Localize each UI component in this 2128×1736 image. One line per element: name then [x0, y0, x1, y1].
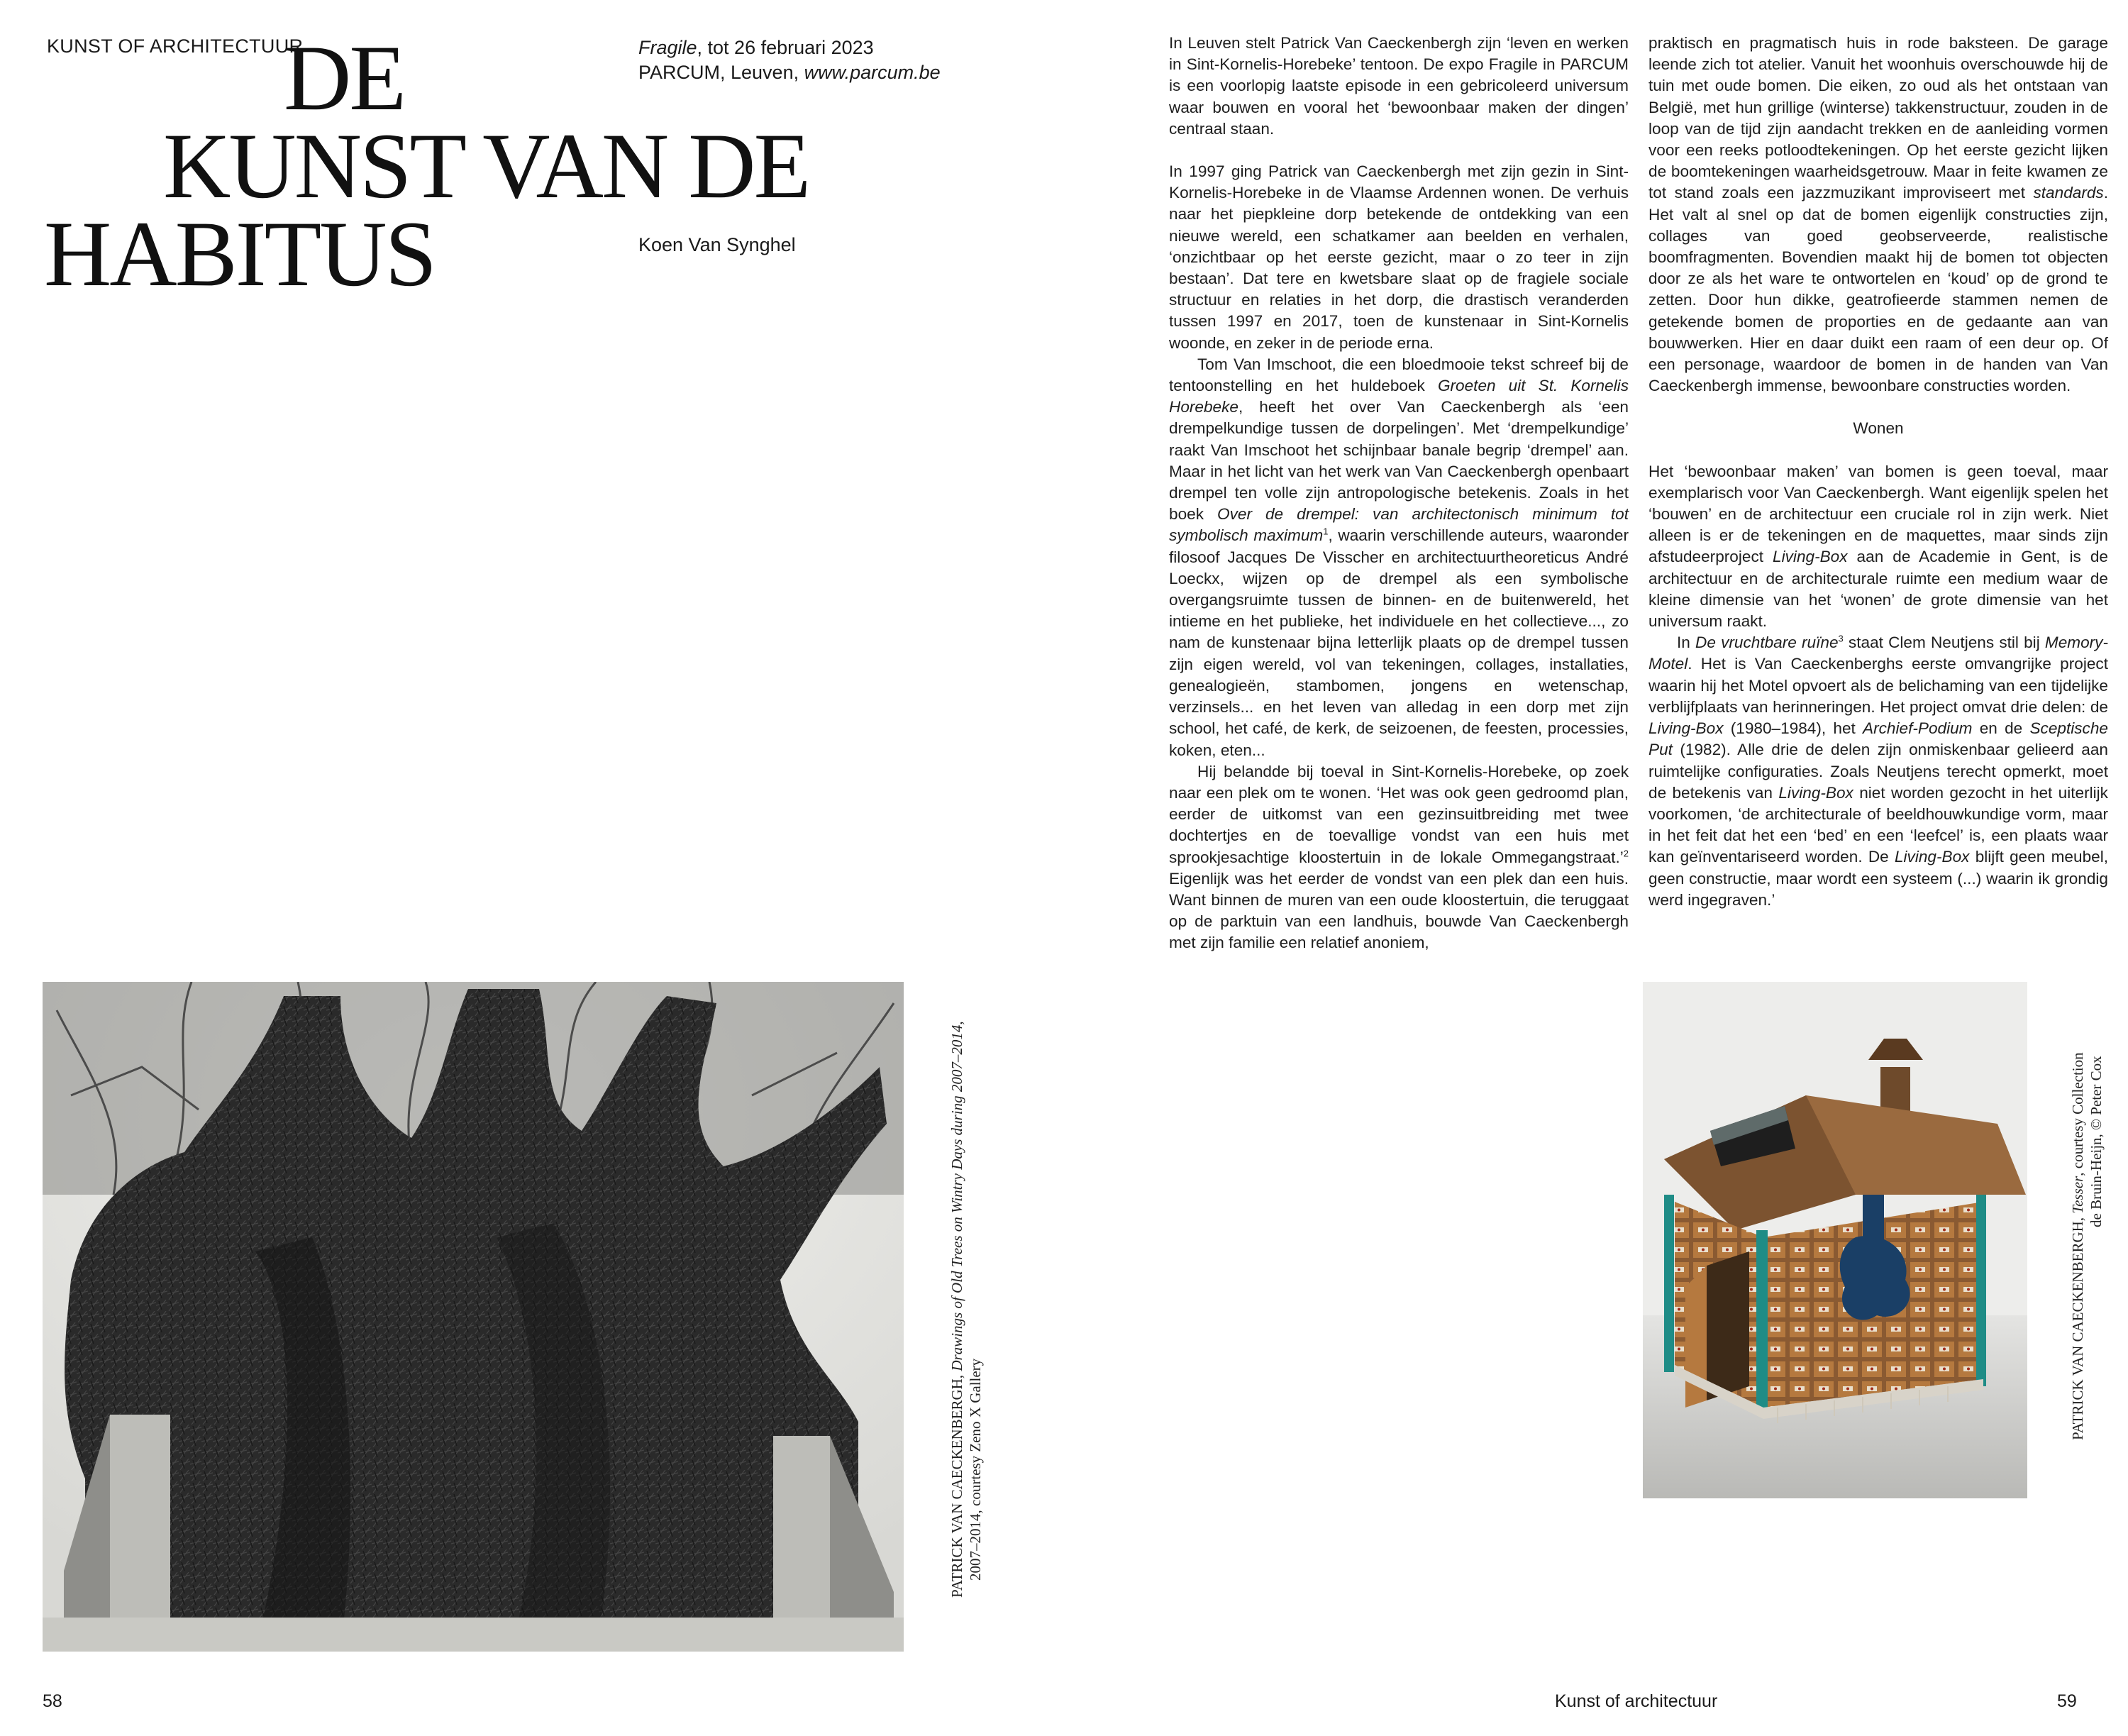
article-column-2 [1648, 33, 2108, 911]
page-number-left: 58 [43, 1691, 62, 1711]
footnote-marker: 3 [1838, 633, 1844, 644]
house-caption-artist: PATRICK VAN CAECKENBERGH, [2069, 1213, 2086, 1440]
paragraph: praktisch en pragmatisch huis in rode baksteen. De garage leende zich tot atelier. Vanuit het woonhuis overschouwde hij de tuin met oude bomen. Die eiken, zo oud als het ontstaan van België, met hun grillige (winterse) takkenstructuur, zouden in de loop van de tijd zijn aandacht trekken en de aanleiding vormen voor een reeks potloodtekeningen. Op het eerste gezicht lijken de boomtekeningen waarheidsgetrouw. Maar in feite kwamen ze tot stand zoals een jazzmuzikant improviseert met standards. Het valt al snel op dat de bomen eigenlijk constructies zijn, collages van goed geobserveerde, realistische boomfragmenten. Bovendien maakt hij de bomen tot objecten door ze als het ware te ontwortelen en ‘koud’ op de grond te zetten. Door hun dikke, geatrofieerde stammen nemen de getekende bomen de proporties en de gedaante aan van bouwwerken. Hier en daar duikt een raam of een deur op. Of een personage, waardoor de bomen in de handen van Van Caeckenbergh immense, bewoonbare constructies worden. [1648, 34, 2108, 395]
exhibition-info [638, 35, 941, 85]
page-number-right: 59 [2057, 1691, 2077, 1711]
title-line-1: DE [284, 26, 404, 130]
paragraph: Het ‘bewoonbaar maken’ van bomen is geen toeval, maar exemplarisch voor Van Caeckenbergh. Want eigenlijk spelen het ‘bouwen’ en de architectuur een cruciale rol in zijn werk. Niet alleen is er de tekeningen en de maquettes, maar sinds zijn afstudeerproject Living-Box aan de Academie in Gent, is de architectuur en de architecturale ruimte een medium waar de kleine dimensie van het ‘wonen’ de grote dimensie van het universum raakt. [1648, 462, 2108, 631]
paragraph: Hij belandde bij toeval in Sint-Kornelis-Horebeke, op zoek naar een plek om te wonen. ‘Het was ook geen gedroomd plan, eerder de uitkomst van een gezinsuitbreiding met twee dochtertjes en de toevallige vondst van een huis met sprookjesachtige kloostertuin in de lokale Ommegangstraat.’$^2$ Eigenlijk was het eerder de vondst van een plek dan een huis. Want binnen de muren van een oude kloostertuin, die teruggaat op de parktuin van een landhuis, bouwde Van Caeckenbergh met zijn familie een relatief anoniem, [1169, 762, 1629, 952]
exhibition-venue: PARCUM, Leuven, [638, 62, 804, 83]
house-caption-credit: de Bruin-Heijn, © Peter Cox [2088, 1056, 2105, 1227]
tree-drawing-illustration [43, 982, 904, 1652]
exhibition-dates: , tot 26 februari 2023 [697, 37, 874, 58]
tree-drawing-image [43, 982, 904, 1652]
house-caption-rest: , courtesy Collection [2069, 1052, 2086, 1176]
running-footer: Kunst of architectuur [1555, 1691, 1718, 1711]
section-label: KUNST OF ARCHITECTUUR [47, 35, 304, 57]
tree-caption-artist: PATRICK VAN CAECKENBERGH, [948, 1371, 965, 1598]
tree-figure-caption [948, 1021, 985, 1598]
house-sculpture-image [1643, 982, 2027, 1498]
footnote-marker: 2 [1623, 847, 1629, 858]
paragraph: Tom Van Imschoot, die een bloedmooie tekst schreef bij de tentoonstelling en het huldeboek Groeten uit St. Kornelis Horebeke, heeft het over Van Caeckenbergh als ‘een drempelkundige tussen de dorpelingen’. Met ‘drempelkundige’ raakt Van Imschoot het schijnbaar banale begrip ‘drempel’ aan. Maar in het licht van het werk van Van Caeckenbergh openbaart drempel ten volle zijn antropologische betekenis. Zoals in het boek Over de drempel: van architectonisch minimum tot symbolisch maximum$^1$, waarin verschillende auteurs, waaronder filosoof Jacques De Visscher en architectuurtheoreticus André Loeckx, wijzen op de drempel als een symbolische overgangsruimte tussen de binnen- en de buitenwereld, het intieme en het publieke, het individuele en het collectieve..., zo nam de kunstenaar bijna letterlijk plaats op de drempel tussen zijn eigen wereld, vol van tekeningen, collages, installaties, genealogieën, stambomen, jongens en wetenschap, verzinsels... en het leven van alledag in een dorp met zijn school, het café, de kerk, de seizoenen, de feesten, processies, koken, eten... [1169, 355, 1629, 759]
tree-caption-credit: 2007–2014, courtesy Zeno X Gallery [967, 1358, 984, 1581]
subheading: Wonen [1853, 419, 1904, 438]
house-figure-caption [2068, 1052, 2105, 1440]
footnote-marker: 1 [1323, 526, 1329, 537]
tree-caption-title: Drawings of Old Trees on Wintry Days during 2007–2014 [948, 1024, 965, 1371]
paragraph: In 1997 ging Patrick van Caeckenbergh met zijn gezin in Sint-Kornelis-Horebeke in de Vlaamse Ardennen wonen. De verhuis naar het piepkleine dorp betekende de ontdekking van een nieuwe wereld, een schatkamer aan beelden en verhalen, ‘onzichtbaar op het eerste gezicht, maar o zo teer in zijn bestaan’. Dat tere en kwetsbare slaat op de fragiele sociale structuur en relaties in het dorp, die drastisch veranderden tussen 1997 en 2017, toen de kunstenaar in Sint-Kornelis woonde, en zeker in de periode erna. [1169, 162, 1629, 352]
article-column-1 [1169, 33, 1629, 954]
title-line-2: KUNST VAN DE [163, 114, 809, 218]
paragraph: In Leuven stelt Patrick Van Caeckenbergh zijn ‘leven en werken in Sint-Kornelis-Horebeke’ tentoon. De expo Fragile in PARCUM is een voorlopig laatste episode in een gebricoleerd universum waar bouwen en vooral het ‘bewoonbaar maken der dingen’ centraal staan. [1169, 34, 1629, 138]
exhibition-url: www.parcum.be [804, 62, 941, 83]
house-sculpture-illustration [1643, 982, 2027, 1498]
house-caption-title: Tesser [2069, 1176, 2086, 1214]
paragraph: In De vruchtbare ruïne$^3$ staat Clem Neutjens stil bij Memory-Motel. Het is Van Caeckenberghs eerste omvangrijke project waarin hij het Motel opvoert als de belichaming van een tijdelijke verblijfplaats van herinneringen. Het project omvat drie delen: de Living-Box (1980–1984), het Archief-Podium en de Sceptische Put (1982). Alle drie de delen zijn onmiskenbaar gelieerd aan ruimtelijke configuraties. Zoals Neutjens terecht opmerkt, moet de betekenis van Living-Box niet worden gezocht in het uiterlijk voorkomen, ‘de architecturale of beeldhouwkundige vorm, maar in het feit dat het een ‘bed’ en een ‘leefcel’ is, een plaats waar kan geïnventariseerd worden. De Living-Box blijft geen meubel, geen constructie, maar wordt een systeem (...) waarin ik grondig werd ingegraven.’ [1648, 633, 2109, 909]
tree-caption-rest: , [948, 1021, 965, 1025]
author-byline: Koen Van Synghel [638, 234, 796, 255]
title-line-3: HABITUS [44, 201, 436, 306]
exhibition-name: Fragile [638, 37, 697, 58]
